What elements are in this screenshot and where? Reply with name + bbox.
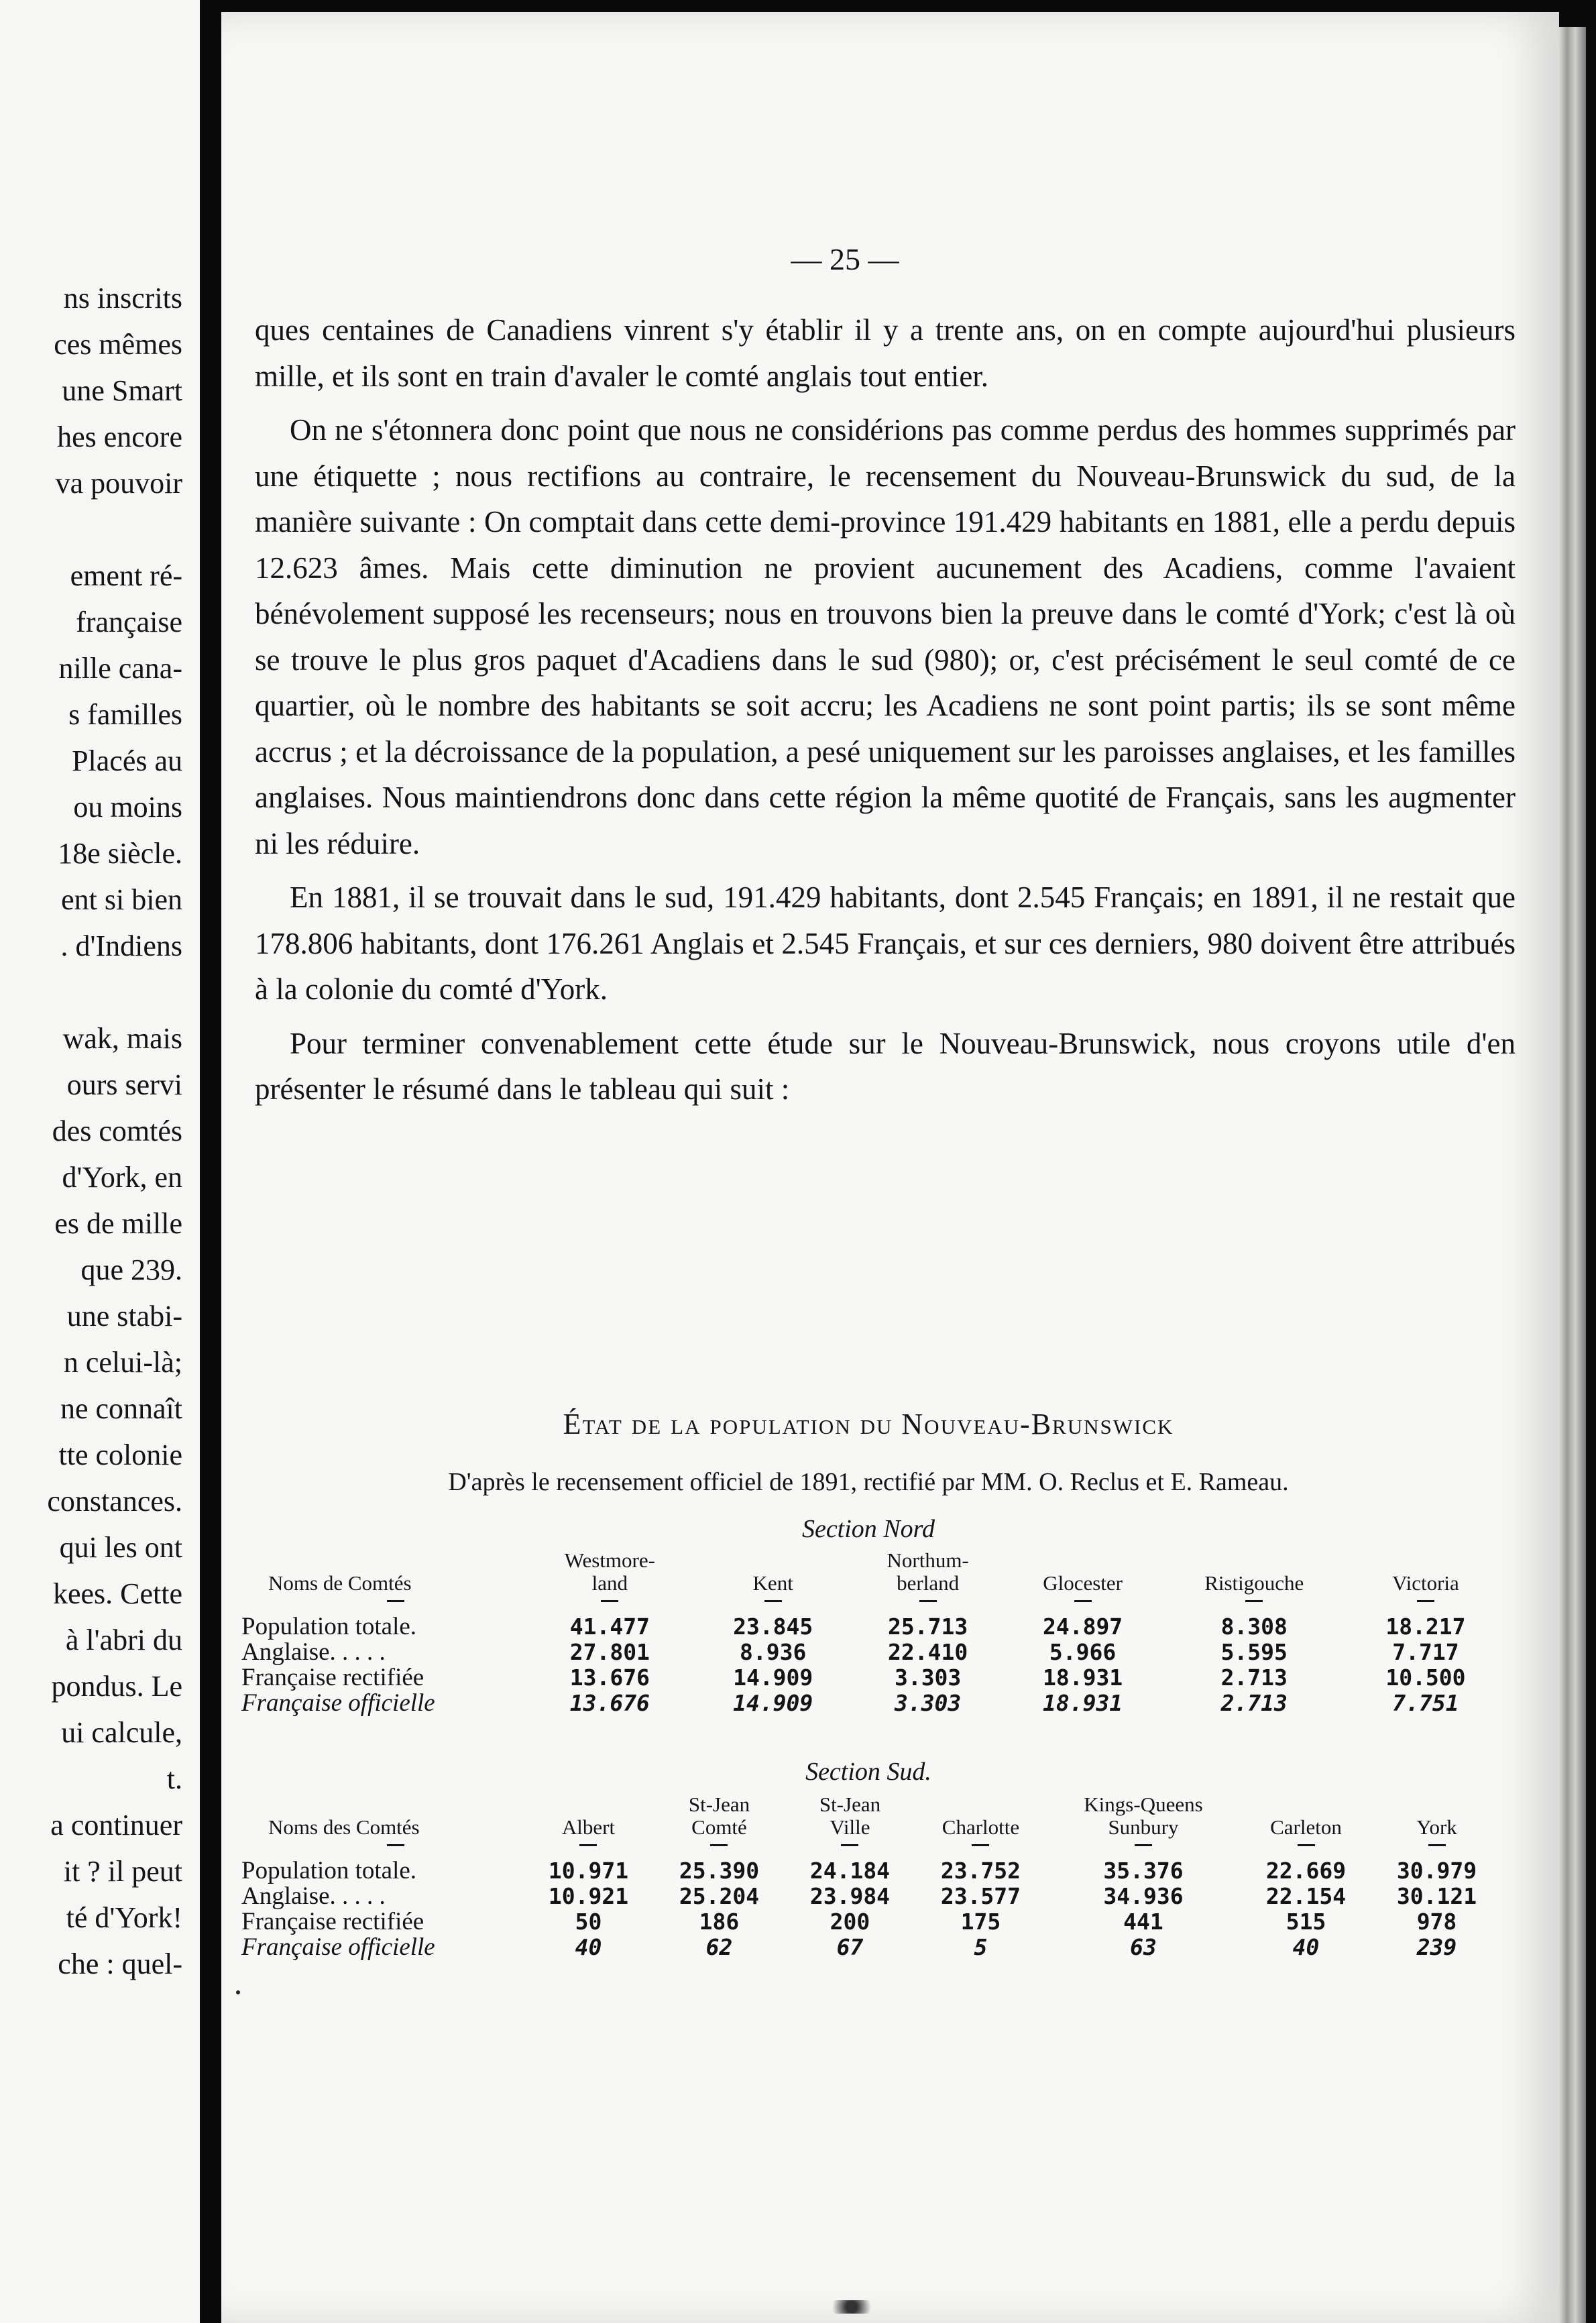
- table-cell: 30.121: [1396, 1883, 1477, 1909]
- left-page-line: tte colonie: [58, 1438, 182, 1471]
- left-page-line: ces mêmes: [54, 328, 182, 361]
- column-header: Victoria: [1349, 1549, 1502, 1614]
- column-header: Northum- berland: [850, 1549, 1007, 1614]
- left-page-line: des comtés: [52, 1115, 182, 1147]
- left-page-line: nille cana-: [58, 652, 182, 685]
- header-dash: [919, 1600, 937, 1602]
- table-cell: 18.931: [1042, 1664, 1123, 1691]
- left-page-line: t.: [166, 1762, 182, 1795]
- left-page-line: es de mille: [54, 1207, 182, 1240]
- left-page-line: ement ré-: [70, 559, 182, 592]
- left-page-line: s familles: [68, 698, 182, 731]
- section-title-north: Section Nord: [801, 1515, 935, 1543]
- table-row: [241, 1640, 1502, 1665]
- table-cell: 441: [1123, 1909, 1163, 1935]
- left-page-line: che : quel-: [58, 1947, 182, 1980]
- left-page-line: wak, mais: [62, 1022, 182, 1055]
- table-cell: 25.390: [679, 1858, 760, 1884]
- header-dash: [1428, 1844, 1446, 1846]
- left-page-line: ou moins: [73, 791, 182, 824]
- row-label: Française rectifiée: [241, 1908, 424, 1935]
- table-cell: 515: [1286, 1909, 1326, 1935]
- column-header: Carleton: [1241, 1793, 1371, 1858]
- table-cell: 40: [1292, 1934, 1320, 1960]
- row-label: Population totale.: [241, 1857, 417, 1884]
- table-south: [241, 1793, 1502, 1960]
- table-row: [241, 1884, 1502, 1909]
- header-dash: [1245, 1600, 1263, 1602]
- column-header: Albert: [523, 1793, 654, 1858]
- table-cell: 3.303: [894, 1690, 962, 1716]
- table-cell: 186: [699, 1909, 740, 1935]
- header-dash: [1298, 1844, 1315, 1846]
- left-page-line: . d'Indiens: [60, 929, 182, 962]
- table-cell: 10.921: [548, 1883, 629, 1909]
- table-cell: 8.936: [740, 1639, 807, 1665]
- column-header: Kings-Queens Sunbury: [1046, 1793, 1241, 1858]
- table-cell: 18.931: [1042, 1690, 1123, 1716]
- left-page-line: kees. Cette: [52, 1577, 182, 1610]
- table-header-label: Noms des Comtés: [241, 1793, 523, 1858]
- table-cell: 2.713: [1220, 1664, 1288, 1691]
- left-page: [0, 0, 200, 2323]
- row-label: Anglaise. . . . .: [241, 1882, 386, 1910]
- header-dash: [387, 1844, 404, 1846]
- table-cell: 7.717: [1392, 1639, 1459, 1665]
- table-cell: 5.966: [1049, 1639, 1117, 1665]
- table-cell: 18.217: [1385, 1613, 1466, 1640]
- left-page-line: que 239.: [80, 1253, 182, 1286]
- table-cell: 23.845: [733, 1613, 813, 1640]
- table-title: État de la population du Nouveau-Brunswick: [563, 1408, 1174, 1440]
- table-row: [241, 1614, 1502, 1640]
- left-page-line: ours servi: [66, 1068, 182, 1101]
- column-header: Charlotte: [915, 1793, 1046, 1858]
- row-label: Anglaise. . . . .: [241, 1638, 386, 1666]
- row-label: Française rectifiée: [241, 1664, 424, 1691]
- table-cell: 40: [575, 1934, 602, 1960]
- right-page: [221, 12, 1559, 2323]
- table-cell: 2.713: [1220, 1690, 1288, 1716]
- table-cell: 7.751: [1392, 1690, 1459, 1716]
- table-cell: 23.577: [940, 1883, 1021, 1909]
- column-header: Westmore- land: [523, 1549, 697, 1614]
- table-subtitle: D'après le recensement officiel de 1891, rectifié par MM. O. Reclus et E. Rameau.: [448, 1468, 1289, 1496]
- header-dash: [841, 1844, 858, 1846]
- table-cell: 5.595: [1220, 1639, 1288, 1665]
- left-page-line: 18e siècle.: [58, 837, 182, 870]
- left-page-line: pondus. Le: [51, 1670, 182, 1703]
- table-cell: 10.971: [548, 1858, 629, 1884]
- ink-mark: [825, 2300, 878, 2314]
- left-page-line: à l'abri du: [65, 1624, 182, 1656]
- table-cell: 34.936: [1103, 1883, 1184, 1909]
- table-north: [241, 1549, 1502, 1716]
- left-page-line: ns inscrits: [63, 282, 182, 315]
- column-header: St-Jean Ville: [785, 1793, 915, 1858]
- table-row: [241, 1691, 1502, 1716]
- table-cell: 10.500: [1385, 1664, 1466, 1691]
- table-cell: 13.676: [569, 1690, 650, 1716]
- table-cell: 24.184: [809, 1858, 891, 1884]
- column-header: Ristigouche: [1159, 1549, 1349, 1614]
- left-page-text: [47, 275, 182, 1987]
- column-header: Glocester: [1007, 1549, 1159, 1614]
- table-row: [241, 1935, 1502, 1960]
- row-label: Population totale.: [241, 1613, 417, 1640]
- table-cell: 3.303: [894, 1664, 962, 1691]
- header-dash: [1074, 1600, 1092, 1602]
- left-page-line: it ? il peut: [63, 1855, 182, 1888]
- header-dash: [1135, 1844, 1152, 1846]
- paragraph: On ne s'étonnera donc point que nous ne considérions pas comme perdus des hommes supprimés par une étiquette ; nous rectifions au contraire, le recensement du Nouveau-Brunswick du sud, de la manière suivante : On comptait dans cette demi-province 191.429 habitants en 1881, elle a perdu depuis 12.623 âmes. Mais cette diminution ne provient aucunement des Acadiens, comme l'avaient bénévolement supposé les recenseurs; nous en trouvons bien la preuve dans le comté d'York; c'est là où se trouve le plus gros paquet d'Acadiens dans le sud (980); or, c'est précisément le seul comté de ce quartier, où le nombre des habitants se soit accru; les Acadiens ne sont point partis; ils se sont même accrus ; et la décroissance de la population, a pesé uniquement sur les paroisses anglaises, et les familles anglaises. Nous maintiendrons donc dans cette région la même quotité de Français, sans les augmenter ni les réduire.: [255, 413, 1516, 860]
- header-dash: [387, 1600, 404, 1602]
- table-cell: 67: [836, 1934, 864, 1960]
- table-header-label: Noms de Comtés: [241, 1549, 523, 1614]
- table-cell: 5: [974, 1934, 988, 1960]
- left-page-line: ent si bien: [61, 883, 182, 916]
- header-dash: [972, 1844, 989, 1846]
- table-cell: 50: [575, 1909, 602, 1935]
- left-page-line: hes encore: [57, 420, 182, 453]
- ink-dot: [236, 1990, 240, 1994]
- table-cell: 23.752: [940, 1858, 1021, 1884]
- left-page-line: une Smart: [62, 374, 182, 407]
- table-row: [241, 1858, 1502, 1884]
- header-dash: [1417, 1600, 1434, 1602]
- header-dash: [764, 1600, 782, 1602]
- left-page-line: [47, 506, 182, 553]
- table-cell: 22.154: [1265, 1883, 1347, 1909]
- paragraph: ques centaines de Canadiens vinrent s'y établir il y a trente ans, on en compte aujourd'hui plusieurs mille, et ils sont en train d'avaler le comté anglais tout entier.: [255, 313, 1516, 393]
- column-header: York: [1371, 1793, 1502, 1858]
- left-page-line: d'York, en: [62, 1161, 182, 1194]
- section-title-south: Section Sud.: [805, 1758, 931, 1786]
- table-cell: 23.984: [809, 1883, 891, 1909]
- table-cell: 200: [830, 1909, 870, 1935]
- left-page-line: ne connaît: [60, 1392, 182, 1425]
- table-cell: 8.308: [1220, 1613, 1288, 1640]
- left-page-line: té d'York!: [66, 1901, 182, 1934]
- left-page-line: va pouvoir: [55, 467, 182, 500]
- table-row: [241, 1665, 1502, 1691]
- paragraph: En 1881, il se trouvait dans le sud, 191.429 habitants, dont 2.545 Français; en 1891, il ne restait que 178.806 habitants, dont 176.261 Anglais et 2.545 Français, et sur ces derniers, 980 doivent être attribués à la colonie du comté d'York.: [255, 881, 1516, 1006]
- row-label: Française officielle: [241, 1689, 435, 1717]
- table-row: [241, 1909, 1502, 1935]
- left-page-line: qui les ont: [59, 1531, 182, 1564]
- table-cell: 22.410: [888, 1639, 968, 1665]
- table-cell: 239: [1416, 1934, 1457, 1960]
- left-page-line: ui calcule,: [61, 1716, 182, 1749]
- left-page-line: Placés au: [72, 744, 182, 777]
- table-cell: 175: [960, 1909, 1001, 1935]
- left-page-line: [47, 969, 182, 1015]
- table-cell: 41.477: [569, 1613, 650, 1640]
- table-cell: 35.376: [1103, 1858, 1184, 1884]
- left-page-line: française: [76, 606, 182, 638]
- table-cell: 14.909: [733, 1664, 813, 1691]
- left-page-line: constances.: [47, 1485, 182, 1518]
- left-page-line: une stabi-: [66, 1300, 182, 1333]
- page-edge: [1559, 27, 1586, 2323]
- row-label: Française officielle: [241, 1933, 435, 1961]
- paragraph: Pour terminer convenablement cette étude sur le Nouveau-Brunswick, nous croyons utile d'en présenter le résumé dans le tableau qui suit :: [255, 1026, 1516, 1106]
- table-cell: 24.897: [1042, 1613, 1123, 1640]
- left-page-line: n celui-là;: [63, 1346, 182, 1379]
- left-page-line: a continuer: [50, 1809, 182, 1842]
- table-cell: 14.909: [733, 1690, 813, 1716]
- body-text: [255, 307, 1516, 1121]
- table-cell: 25.204: [679, 1883, 760, 1909]
- table-cell: 30.979: [1396, 1858, 1477, 1884]
- table-cell: 62: [705, 1934, 733, 1960]
- table-cell: 13.676: [569, 1664, 650, 1691]
- table-cell: 27.801: [569, 1639, 650, 1665]
- header-dash: [579, 1844, 597, 1846]
- table-cell: 22.669: [1265, 1858, 1347, 1884]
- header-dash: [601, 1600, 618, 1602]
- column-header: St-Jean Comté: [654, 1793, 785, 1858]
- column-header: Kent: [697, 1549, 850, 1614]
- table-cell: 25.713: [888, 1613, 968, 1640]
- page-number: — 25 —: [791, 242, 899, 276]
- table-cell: 978: [1416, 1909, 1457, 1935]
- table-cell: 63: [1130, 1934, 1157, 1960]
- header-dash: [710, 1844, 728, 1846]
